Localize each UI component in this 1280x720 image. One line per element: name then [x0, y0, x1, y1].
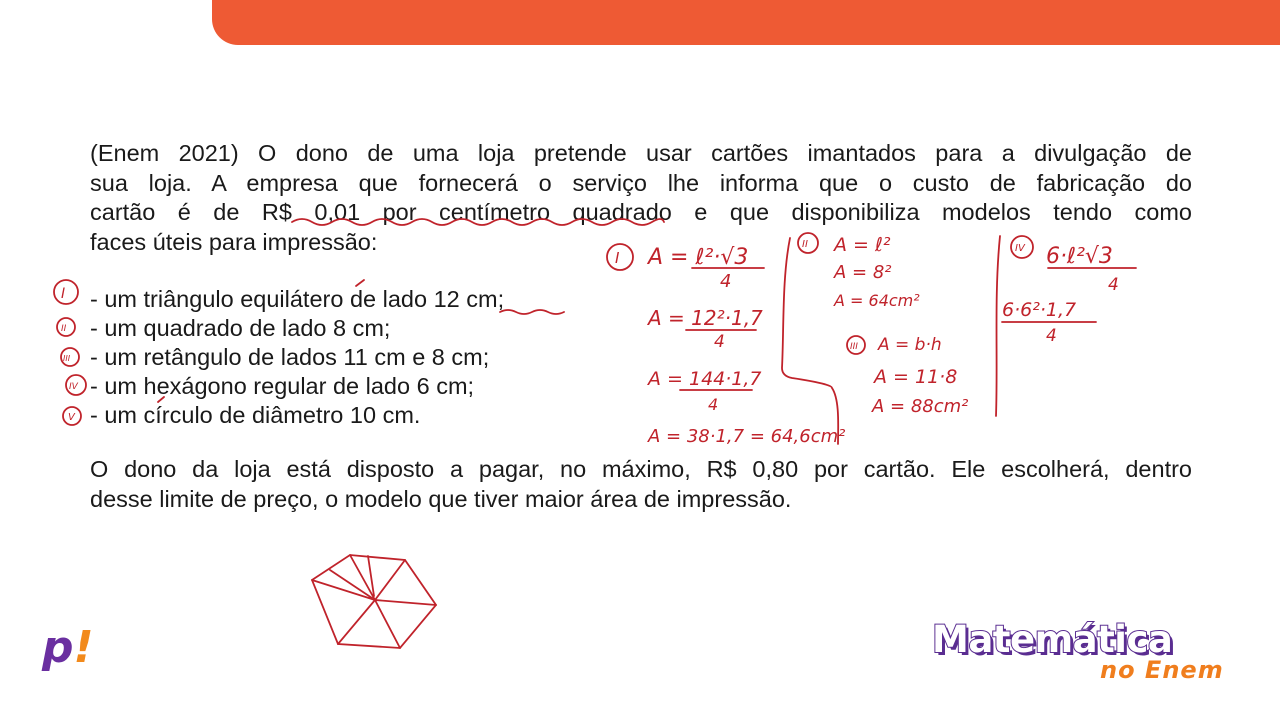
wavy-underline	[500, 310, 564, 314]
ink-formula: A = 8²	[834, 262, 892, 283]
ink-formula: 4	[714, 332, 725, 352]
option-circle: - um círculo de diâmetro 10 cm.	[90, 402, 421, 428]
publisher-logo	[42, 622, 94, 673]
marker-circle	[57, 318, 75, 336]
section-marker-label: I	[615, 249, 620, 267]
ink-formula: A = 88cm²	[872, 396, 969, 417]
marker-circle	[63, 407, 81, 425]
ink-formula: 6·ℓ²√3	[1046, 244, 1113, 269]
closing-statement	[90, 455, 1192, 514]
marker-label: II	[61, 324, 67, 334]
marker-circle	[61, 348, 79, 366]
ink-formula: A = 144·1,7	[648, 368, 762, 390]
ink-formula: A = ℓ²·√3	[648, 245, 749, 270]
question-line: (Enem 2021) O dono de uma loja pretende usar cartões imantados para a divulgação de	[90, 140, 1192, 166]
logo-exclamation: !	[73, 622, 94, 673]
section-marker-label: III	[850, 342, 858, 352]
ink-formula: A = 11·8	[874, 366, 958, 388]
option-square: - um quadrado de lado 8 cm;	[90, 315, 391, 341]
option-triangle: - um triângulo equilátero de lado 12 cm;	[90, 286, 505, 312]
brand-logo	[932, 618, 1232, 688]
brand-title: Matemática	[932, 618, 1173, 661]
section-marker	[847, 336, 865, 354]
marker-circle	[54, 280, 78, 304]
marker-label: V	[68, 412, 75, 423]
marker-label: IV	[69, 382, 78, 392]
marker-circle	[66, 375, 86, 395]
divider-line	[996, 236, 1000, 416]
closing-line: desse limite de preço, o modelo que tiver maior área de impressão.	[90, 485, 792, 512]
option-list	[90, 285, 504, 430]
ink-formula: 4	[1046, 326, 1057, 346]
marker-label: I	[61, 286, 66, 302]
ink-formula: 4	[1108, 275, 1119, 295]
marker-label: III	[63, 354, 71, 363]
divider-line	[782, 238, 838, 444]
ink-formula: A = ℓ²	[834, 234, 891, 256]
top-accent-bar	[212, 0, 1280, 45]
brand-subtitle: no Enem	[1100, 656, 1224, 684]
ink-formula: A = 38·1,7 = 64,6cm²	[648, 426, 846, 447]
closing-line: O dono da loja está disposto a pagar, no máximo, R$ 0,80 por cartão. Ele escolherá, dentro	[90, 456, 1192, 482]
hexagon-sketch	[312, 555, 436, 648]
section-marker-label: IV	[1015, 243, 1025, 254]
ink-formula: 4	[720, 271, 732, 292]
ink-formula: A = 12²·1,7	[648, 306, 763, 330]
ink-formula: A = 64cm²	[834, 291, 920, 310]
ink-formula: A = b·h	[878, 335, 942, 355]
question-line: sua loja. A empresa que fornecerá o serviço lhe informa que o custo de fabricação do	[90, 169, 1192, 196]
question-line: faces úteis para impressão:	[90, 228, 378, 255]
section-marker-label: II	[802, 239, 808, 250]
option-rectangle: - um retângulo de lados 11 cm e 8 cm;	[90, 344, 490, 370]
question-statement	[90, 139, 1192, 257]
ink-formula: 6·6²·1,7	[1002, 299, 1077, 321]
ink-formula: 4	[708, 395, 719, 414]
question-line: cartão é de R$ 0,01 por centímetro quadrado e que disponibiliza modelos tendo como	[90, 199, 1192, 225]
option-hexagon: - um hexágono regular de lado 6 cm;	[90, 373, 475, 399]
logo-letter: p	[42, 622, 74, 673]
